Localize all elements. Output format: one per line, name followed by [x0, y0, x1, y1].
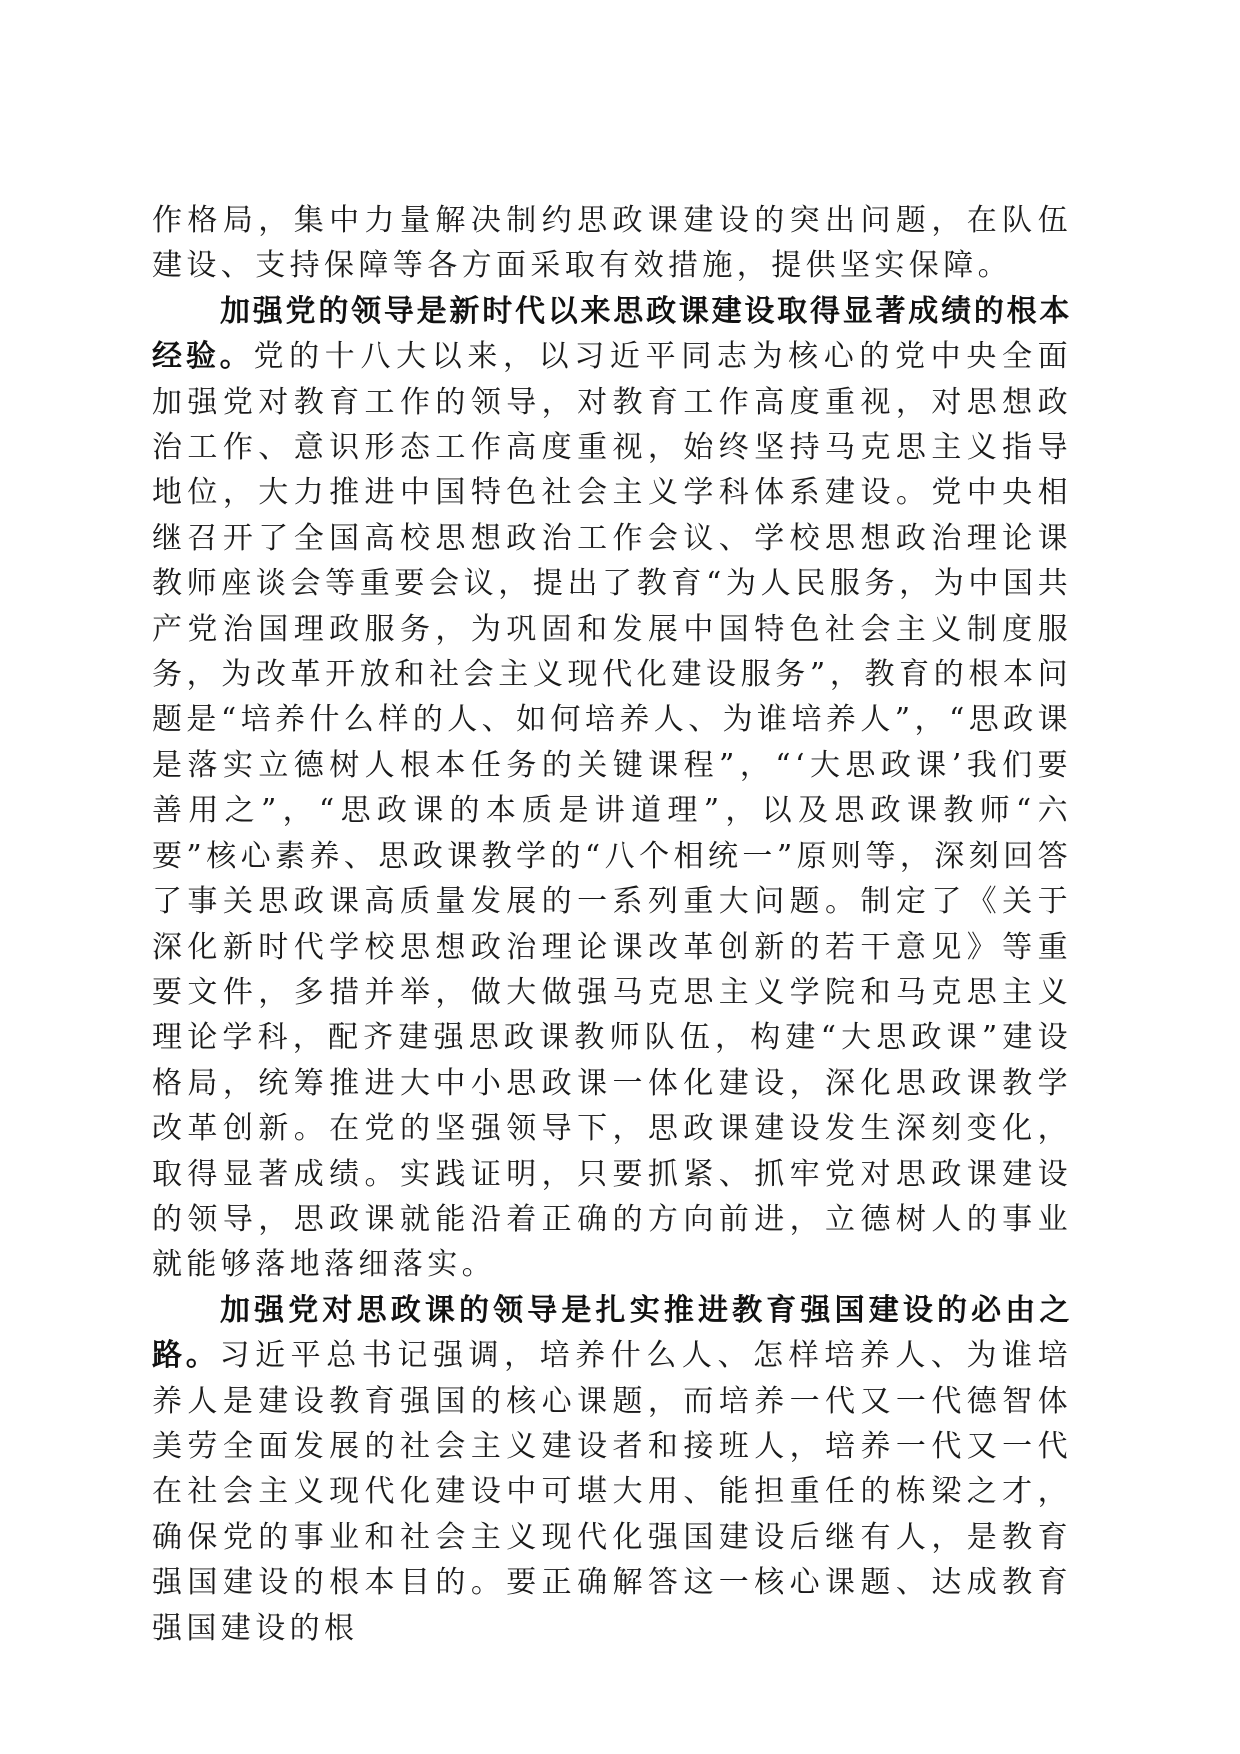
paragraph-lead-sentence: 加强党的领导是新时代以来思政课建设取得显著成绩的根本经验。: [152, 293, 1072, 375]
paragraph-education-power: [152, 1288, 1072, 1651]
paragraph-body: 作格局，集中力量解决制约思政课建设的突出问题，在队伍建设、支持保障等各方面采取有效措施，提供坚实保障。: [152, 203, 1072, 284]
paragraph-lead-sentence: 加强党对思政课的领导是扎实推进教育强国建设的必由之路。: [152, 1292, 1072, 1374]
paragraph-body: 习近平总书记强调，培养什么人、怎样培养人、为谁培养人是建设教育强国的核心课题，而培养一代又一代德智体美劳全面发展的社会主义建设者和接班人，培养一代又一代在社会主义现代化建设中可堪大用、能担重任的栋梁之才，确保党的事业和社会主义现代化强国建设后继有人，是教育强国建设的根本目的。要正确解答这一核心课题、达成教育强国建设的根: [152, 1338, 1072, 1646]
paragraph-continued: [152, 198, 1072, 289]
paragraph-leadership-experience: [152, 289, 1072, 1288]
paragraph-body: 党的十八大以来，以习近平同志为核心的党中央全面加强党对教育工作的领导，对教育工作高度重视，对思想政治工作、意识形态工作高度重视，始终坚持马克思主义指导地位，大力推进中国特色社会主义学科体系建设。党中央相继召开了全国高校思想政治工作会议、学校思想政治理论课教师座谈会等重要会议，提出了教育“为人民服务，为中国共产党治国理政服务，为巩固和发展中国特色社会主义制度服务，为改革开放和社会主义现代化建设服务”，教育的根本问题是“培养什么样的人、如何培养人、为谁培养人”，“思政课是落实立德树人根本任务的关键课程”，“‘大思政课’我们要善用之”，“思政课的本质是讲道理”，以及思政课教师“六要”核心素养、思政课教学的“八个相统一”原则等，深刻回答了事关思政课高质量发展的一系列重大问题。制定了《关于深化新时代学校思想政治理论课改革创新的若干意见》等重要文件，多措并举，做大做强马克思主义学院和马克思主义理论学科，配齐建强思政课教师队伍，构建“大思政课”建设格局，统筹推进大中小思政课一体化建设，深化思政课教学改革创新。在党的坚强领导下，思政课建设发生深刻变化，取得显著成绩。实践证明，只要抓紧、抓牢党对思政课建设的领导，思政课就能沿着正确的方向前进，立德树人的事业就能够落地落细落实。: [152, 339, 1072, 1283]
document-body: [152, 198, 1072, 1651]
